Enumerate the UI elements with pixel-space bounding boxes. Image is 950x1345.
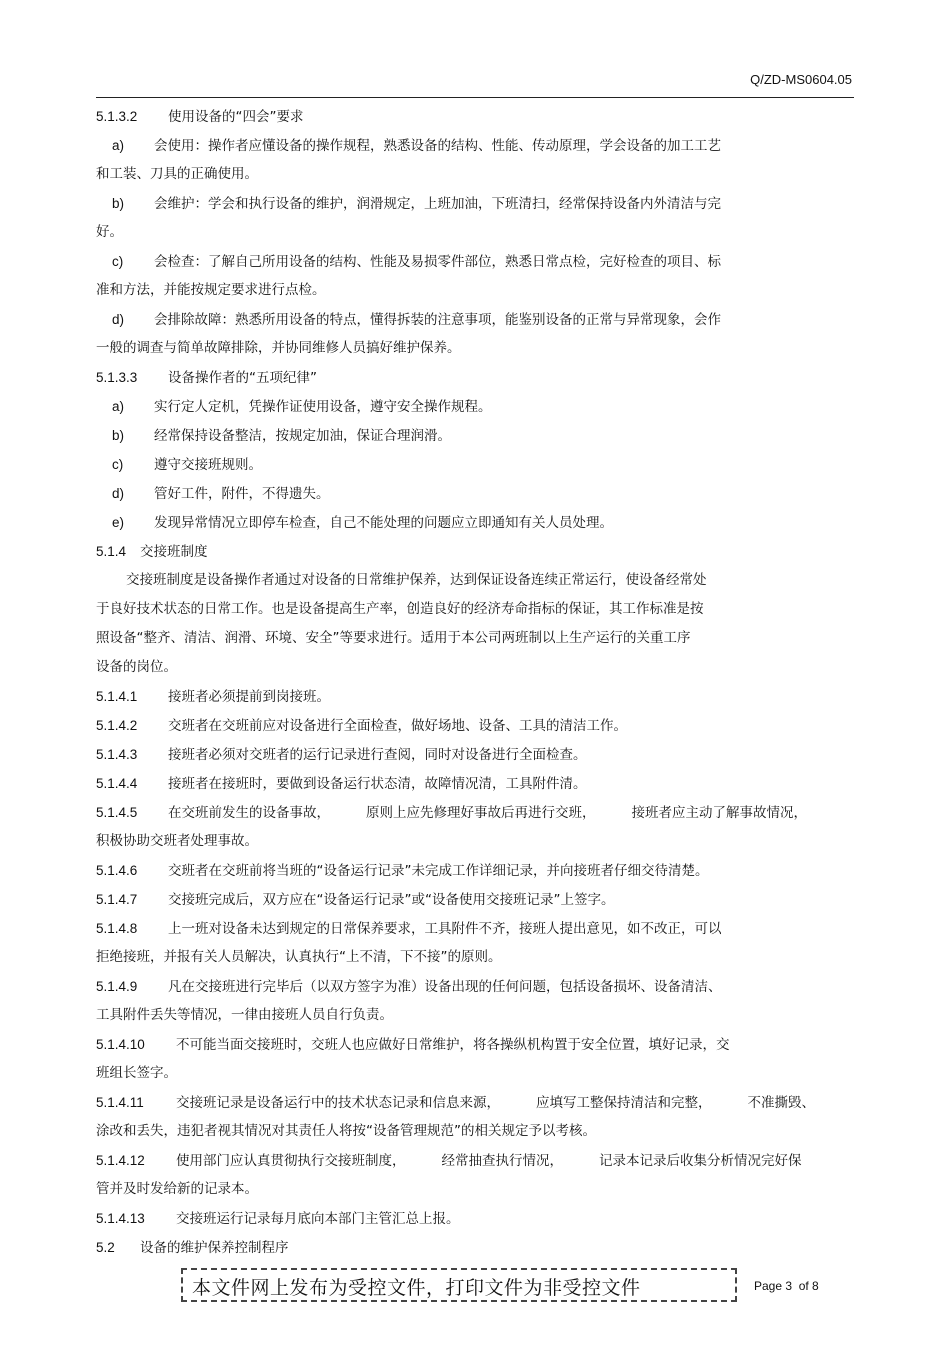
section-heading: 5.1.4 交接班制度 [96,544,208,560]
section-heading: 5.1.3.2 使用设备的“四会”要求 [96,109,304,125]
document-number: Q/ZD-MS0604.05 [750,72,852,87]
clause-line: 5.1.4.6 交班者在交班前将当班的“设备运行记录”未完成工作详细记录，并向接班者仔细交待清楚。 [96,863,709,879]
page-number [754,1279,819,1293]
list-item: c) 遵守交接班规则。 [112,457,262,473]
page-current: Page 3 [754,1279,793,1293]
list-item: d) 管好工件，附件，不得遗失。 [112,486,330,502]
clause-line: 5.1.4.4 接班者在接班时，要做到设备运行状态清，故障情况清，工具附件清。 [96,776,587,792]
clause-line: 5.1.4.2 交班者在交班前应对设备进行全面检查，做好场地、设备、工具的清洁工作。 [96,718,627,734]
section-heading: 5.2 设备的维护保养控制程序 [96,1240,289,1256]
continuation-line: 一般的调查与简单故障排除，并协同维修人员搞好维护保养。 [96,340,461,356]
clause-line: 5.1.4.5 在交班前发生的设备事故， 原则上应先修理好事故后再进行交班， 接班者应主动了解事故情况， [96,805,807,821]
clause-line: 5.1.4.1 接班者必须提前到岗接班。 [96,689,330,705]
paragraph-line: 设备的岗位。 [96,659,177,675]
continuation-line: 好。 [96,224,123,240]
section-heading: 5.1.3.3 设备操作者的“五项纪律” [96,370,317,386]
paragraph-line: 照设备“整齐、清洁、润滑、环境、安全”等要求进行。适用于本公司两班制以上生产运行的关重工序 [96,630,691,646]
continuation-line: 班组长签字。 [96,1065,177,1081]
clause-line: 5.1.4.10 不可能当面交接班时，交班人也应做好日常维护，将各操纵机构置于安全位置，填好记录，交 [96,1037,730,1053]
continuation-line: 积极协助交班者处理事故。 [96,833,258,849]
list-item: d) 会排除故障：熟悉所用设备的特点，懂得拆装的注意事项，能鉴别设备的正常与异常现象，会作 [112,312,721,328]
header-rule [96,97,854,98]
controlled-document-notice: 本文件网上发布为受控文件，打印文件为非受控文件 [192,1277,641,1299]
continuation-line: 和工装、刀具的正确使用。 [96,166,258,182]
list-item: b) 经常保持设备整洁，按规定加油，保证合理润滑。 [112,428,451,444]
continuation-line: 管并及时发给新的记录本。 [96,1181,258,1197]
clause-line: 5.1.4.11 交接班记录是设备运行中的技术状态记录和信息来源， 应填写工整保持清洁和完整， 不准撕毁、 [96,1095,815,1111]
document-body [96,102,856,1262]
clause-line: 5.1.4.9 凡在交接班进行完毕后（以双方签字为准）设备出现的任何问题，包括设备损坏、设备清洁、 [96,979,722,995]
page-total: of 8 [798,1279,819,1293]
paragraph-line: 于良好技术状态的日常工作。也是设备提高生产率，创造良好的经济寿命指标的保证，其工作标准是按 [96,601,704,617]
list-item: b) 会维护：学会和执行设备的维护，润滑规定，上班加油，下班清扫，经常保持设备内外清洁与完 [112,196,721,212]
list-item: c) 会检查：了解自己所用设备的结构、性能及易损零件部位，熟悉日常点检，完好检查的项目、标 [112,254,721,270]
continuation-line: 涂改和丢失，违犯者视其情况对其责任人将按“设备管理规范”的相关规定予以考核。 [96,1123,596,1139]
list-item: e) 发现异常情况立即停车检查，自己不能处理的问题应立即通知有关人员处理。 [112,515,613,531]
list-item: a) 会使用：操作者应懂设备的操作规程，熟悉设备的结构、性能、传动原理，学会设备的加工工艺 [112,138,721,154]
paragraph-line: 交接班制度是设备操作者通过对设备的日常维护保养，达到保证设备连续正常运行，使设备经常处 [126,572,707,588]
continuation-line: 准和方法，并能按规定要求进行点检。 [96,282,326,298]
list-item: a) 实行定人定机，凭操作证使用设备，遵守安全操作规程。 [112,399,492,415]
clause-line: 5.1.4.12 使用部门应认真贯彻执行交接班制度， 经常抽查执行情况， 记录本记录后收集分析情况完好保 [96,1153,802,1169]
clause-line: 5.1.4.7 交接班完成后，双方应在“设备运行记录”或“设备使用交接班记录”上签字。 [96,892,615,908]
continuation-line: 拒绝接班，并报有关人员解决，认真执行“上不清，下不接”的原则。 [96,949,502,965]
clause-line: 5.1.4.8 上一班对设备未达到规定的日常保养要求，工具附件不齐，接班人提出意见，如不改正，可以 [96,921,722,937]
clause-line: 5.1.4.13 交接班运行记录每月底向本部门主管汇总上报。 [96,1211,460,1227]
continuation-line: 工具附件丢失等情况，一律由接班人员自行负责。 [96,1007,393,1023]
clause-line: 5.1.4.3 接班者必须对交班者的运行记录进行查阅，同时对设备进行全面检查。 [96,747,587,763]
